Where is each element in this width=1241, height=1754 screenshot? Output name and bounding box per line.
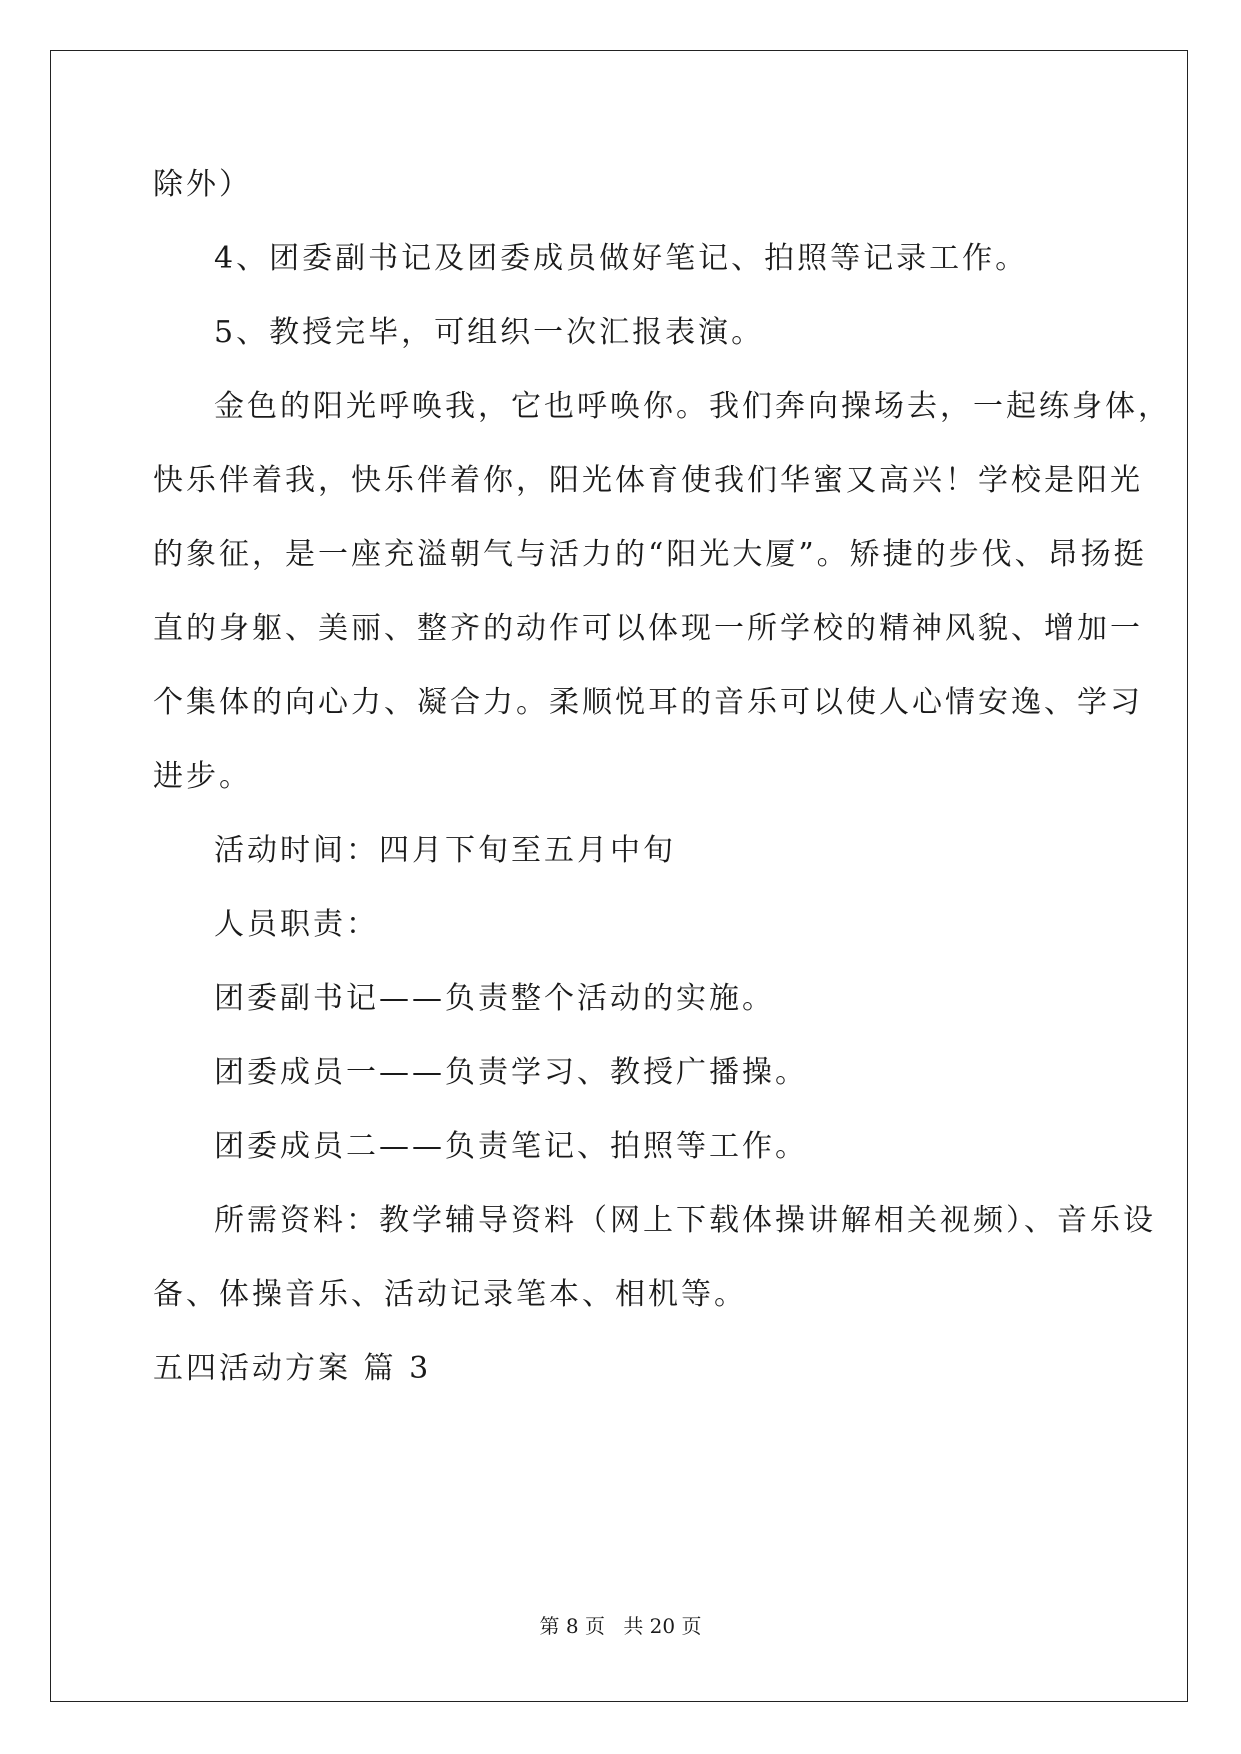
text-line: 金色的阳光呼唤我，它也呼唤你。我们奔向操场去，一起练身体， — [214, 389, 1171, 424]
text-line: 个集体的向心力、凝合力。柔顺悦耳的音乐可以使人心情安逸、学习 — [153, 685, 1143, 720]
text-line: 备、体操音乐、活动记录笔本、相机等。 — [153, 1277, 747, 1312]
text-line: 人员职责： — [214, 907, 379, 942]
text-line: 的象征，是一座充溢朝气与活力的“阳光大厦”。矫捷的步伐、昂扬挺 — [153, 537, 1147, 572]
text-line: 快乐伴着我，快乐伴着你，阳光体育使我们华蜜又高兴！学校是阳光 — [153, 463, 1143, 498]
text-line: 团委成员二——负责笔记、拍照等工作。 — [214, 1129, 808, 1164]
page-total: 共 20 页 — [623, 1614, 702, 1638]
page-border — [50, 50, 1188, 1702]
section-heading: 五四活动方案 篇 3 — [153, 1351, 432, 1386]
text-line: 团委成员一——负责学习、教授广播操。 — [214, 1055, 808, 1090]
page-footer — [0, 1613, 1241, 1639]
page-number: 第 8 页 — [539, 1614, 605, 1638]
text-line: 4、团委副书记及团委成员做好笔记、拍照等记录工作。 — [214, 241, 1029, 276]
text-line: 团委副书记——负责整个活动的实施。 — [214, 981, 775, 1016]
text-line: 5、教授完毕，可组织一次汇报表演。 — [214, 315, 765, 350]
text-line: 直的身躯、美丽、整齐的动作可以体现一所学校的精神风貌、增加一 — [153, 611, 1143, 646]
text-line: 进步。 — [153, 759, 252, 794]
text-line: 活动时间：四月下旬至五月中旬 — [214, 833, 676, 868]
text-line: 所需资料：教学辅导资料（网上下载体操讲解相关视频）、音乐设 — [214, 1203, 1156, 1238]
text-line: 除外） — [153, 167, 252, 202]
